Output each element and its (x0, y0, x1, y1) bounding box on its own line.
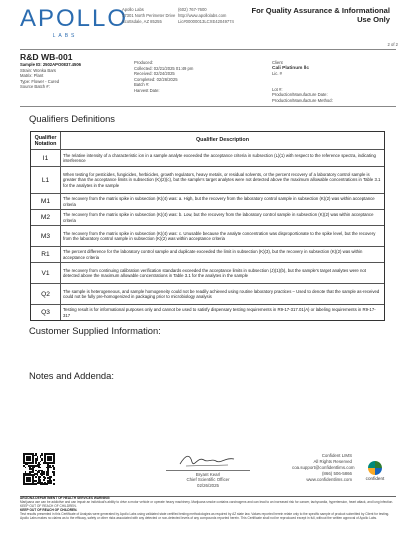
source-batch: Source Batch #: (20, 84, 50, 90)
qr-module (53, 468, 55, 470)
conf-email: coa.support@confidentlims.com (292, 465, 355, 470)
lab-phone: (602) 767-7600 (178, 7, 207, 12)
client-info (272, 60, 396, 104)
qualifier-code: M3 (31, 226, 61, 246)
sample-details (20, 62, 120, 90)
production-date: Production/Manufacture Date: (272, 92, 328, 98)
qr-module (32, 462, 34, 464)
qr-module (53, 462, 55, 464)
header-divider (20, 49, 396, 50)
lab-address (122, 7, 178, 25)
table-row (31, 149, 384, 166)
conf-name: Confident LIMS (321, 453, 352, 458)
table-row (31, 262, 384, 283)
disclaimer-legal: Test results presented in this Certificate of Analysis were generated by Apollo Labs using validated state certified testing methodologies as required by AZ state law. Values reported herein relate only to the specific sample of product submitted by Client for testing. Apollo Labs makes no claims as to the efficacy, safety or other risks associated with any detected or non-detected levels of any compounds reported herein. This Certificate shall not be reproduced except in full, without the written approval of Apollo Labs. (20, 511, 390, 520)
table-row (31, 283, 384, 304)
qualifier-description: The recovery from the matrix spike in subsection (K)(4) was: a. High, but the recovery from the laboratory control sample in subsection (K)(2) was within acceptance criteria (63, 196, 375, 207)
disclaimer-title: ARIZONA DEPARTMENT OF HEALTH SERVICES WARNING: (20, 496, 111, 500)
qr-module (35, 483, 37, 485)
lab-name: Apollo Labs (122, 7, 144, 12)
client-label: Client (272, 60, 283, 65)
logo-text: APOLLO (20, 5, 129, 32)
qr-code (23, 453, 55, 485)
sample-title: R&D WB-001 (20, 52, 73, 62)
lab-contact (178, 7, 244, 25)
collected-date: Collected: 02/21/2025 01:49 pm (134, 65, 194, 71)
qr-module (43, 473, 45, 475)
signer-date: 02/26/2025 (197, 482, 219, 488)
signer-name: Bryant Kearl (195, 472, 221, 477)
qr-module (53, 483, 55, 485)
produced-date: Produced: (134, 60, 154, 65)
completed-date: Completed: 02/26/2025 (134, 76, 178, 82)
lot-number: Lot #: (272, 86, 283, 92)
notes-heading: Notes and Addenda: (29, 370, 114, 381)
qualifier-description: The recovery from the matrix spike in subsection (K)(4) was: b. Low, but the recovery from the laboratory control sample in subsection (K)(2) was within acceptance criteria (63, 212, 374, 223)
harvest-date: Harvest Date: (134, 87, 160, 93)
qualifier-code: M2 (31, 210, 61, 225)
logo-subtext: LABS (52, 33, 78, 39)
production-method: Production/Manufacture Method: (272, 97, 333, 103)
client-license: Lic. # (272, 71, 283, 77)
lab-website: http://www.apollolabs.com (178, 13, 227, 18)
qr-module (40, 467, 42, 469)
lab-license: Lic#00000013LCXE42049774 (178, 19, 234, 24)
confident-logo (357, 461, 393, 481)
sample-type: Type: Flower - Cured (20, 78, 60, 84)
qualifier-description: The percent difference for the laboratory control sample and duplicate exceeded the limit in subsection (K)(3), but the recovery in subsection (K)(2) was within acceptance criteria (63, 249, 363, 260)
qualifier-code: I1 (31, 150, 61, 166)
page-number: 2 of 2 (387, 42, 398, 47)
qr-module (46, 483, 48, 485)
sample-divider (20, 106, 396, 107)
qualifier-description: The relative intensity of a characteristic ion in a sample analyte exceeded the acceptance criteria in subsection (L)(1) with respect to the reference spectra, indicating interference (63, 152, 376, 163)
qr-module (50, 459, 52, 461)
qr-module (29, 480, 31, 482)
qr-module (53, 479, 55, 481)
table-header-row (31, 132, 384, 149)
qr-module (40, 476, 42, 478)
received-date: Received: 02/24/2025 (134, 71, 175, 77)
qualifier-code: Q2 (31, 284, 61, 304)
qr-module (37, 459, 39, 461)
qr-module (50, 482, 52, 484)
confident-logo-text: confident (365, 476, 385, 481)
sample-matrix: Matrix: Plant (20, 73, 44, 79)
sample-id: Sample ID: 2502APO0837.4506 (20, 62, 81, 67)
batch-number: Batch #: (134, 82, 150, 88)
disclaimer-warning: Marijuana use can be addictive and can impair an individual's ability to drive a motor vehicle or operate heavy machinery. Marijuana smoke contains carcinogens and can lead to an increased risk for cancer, tachycardia, hypertension, heart attack, and lung infection. KEEP OUT OF REACH OF CHILDREN. (20, 499, 394, 508)
qr-module (44, 477, 46, 479)
qualifier-description: The recovery from the matrix spike in subsection (K)(4) was: c. Unusable because the analyte concentration was disproportionate to the spike level, but the recovery from the laboratory control sample in subsection (K)(2) was within acceptance criteria (63, 230, 376, 241)
table-row (31, 209, 384, 225)
qualifier-code: Q3 (31, 305, 61, 320)
qualifier-description: Testing result is for informational purposes only and cannot be used to satisfy dispensary testing requirements in R9-17-317.01(A) or labeling requirements in R9-17-317 (63, 307, 376, 318)
qa-title: For Quality Assurance & Informational Use Only (251, 6, 390, 24)
qr-module (40, 464, 42, 466)
qualifier-code: L1 (31, 167, 61, 193)
qualifiers-table (30, 131, 385, 321)
qualifier-description: The recovery from continuing calibration verification standards exceeded the acceptance limits in subsection (J)(1)(b), but the sample's target analytes were not detected above the maximum allowable concentrations in Table 3.1 for the analytes in the sample (63, 267, 366, 278)
qr-module (43, 479, 45, 481)
lab-city: Scottsdale, AZ 85255 (122, 19, 162, 24)
qr-module (41, 459, 43, 461)
qualifier-code: V1 (31, 263, 61, 283)
lab-street: 17301 North Perimeter Drive (122, 13, 176, 18)
qualifier-code: R1 (31, 247, 61, 262)
confident-lims-info (292, 453, 355, 483)
qr-module (40, 461, 42, 463)
qr-module (50, 467, 52, 469)
signer-block (166, 472, 250, 488)
table-row (31, 225, 384, 246)
qualifier-code: M1 (31, 194, 61, 209)
signer-title: Chief Scientific Officer (186, 477, 230, 483)
conf-website: www.confidentlims.com (306, 477, 352, 482)
table-row (31, 246, 384, 262)
client-name: Cali Platinum llc (272, 65, 310, 71)
qr-module (29, 459, 31, 461)
disclaimer (20, 497, 396, 520)
sample-dates (134, 60, 234, 94)
qr-module (25, 467, 27, 469)
qr-module (41, 455, 43, 457)
qr-module (50, 476, 52, 478)
table-row (31, 304, 384, 320)
signature-line (166, 470, 250, 471)
disclaimer-keep-out: KEEP OUT OF REACH OF CHILDREN. (20, 507, 78, 512)
conf-phone: (866) 506-5866 (321, 471, 352, 476)
qualifier-description: When testing for pesticides, fungicides, herbicides, growth regulators, heavy metals, or residual solvents, or the percent recovery of a laboratory control sample is greater than the acceptance limits in subsection (K)(2)(c), but the sample's target analytes were not detected above the maximum allowable concentrations in Table 3.1 for the analytes in the sample (63, 172, 381, 188)
header-code: Qualifier Notation (31, 132, 61, 149)
apollo-logo (20, 5, 129, 39)
header-description: Qualifier Description (195, 136, 250, 143)
qr-module (53, 474, 55, 476)
table-row (31, 166, 384, 193)
customer-info-heading: Customer Supplied Information: (29, 325, 161, 336)
signature-image (176, 452, 238, 470)
qualifier-description: The sample is heterogeneous, and sample homogeneity could not be readily achieved using routine laboratory practices – Used to denote that the sample as-received could not be fully pre-homogenized in packaging prior to microbiology analysis (63, 288, 380, 299)
conf-rights: All Rights Reserved (313, 459, 352, 464)
qr-module (34, 467, 36, 469)
qualifiers-heading: Qualifiers Definitions (29, 113, 115, 124)
table-row (31, 193, 384, 209)
confident-logo-icon (368, 461, 382, 475)
sample-strain: Strain: Wonka Bars (20, 67, 57, 73)
qr-module (35, 476, 37, 478)
